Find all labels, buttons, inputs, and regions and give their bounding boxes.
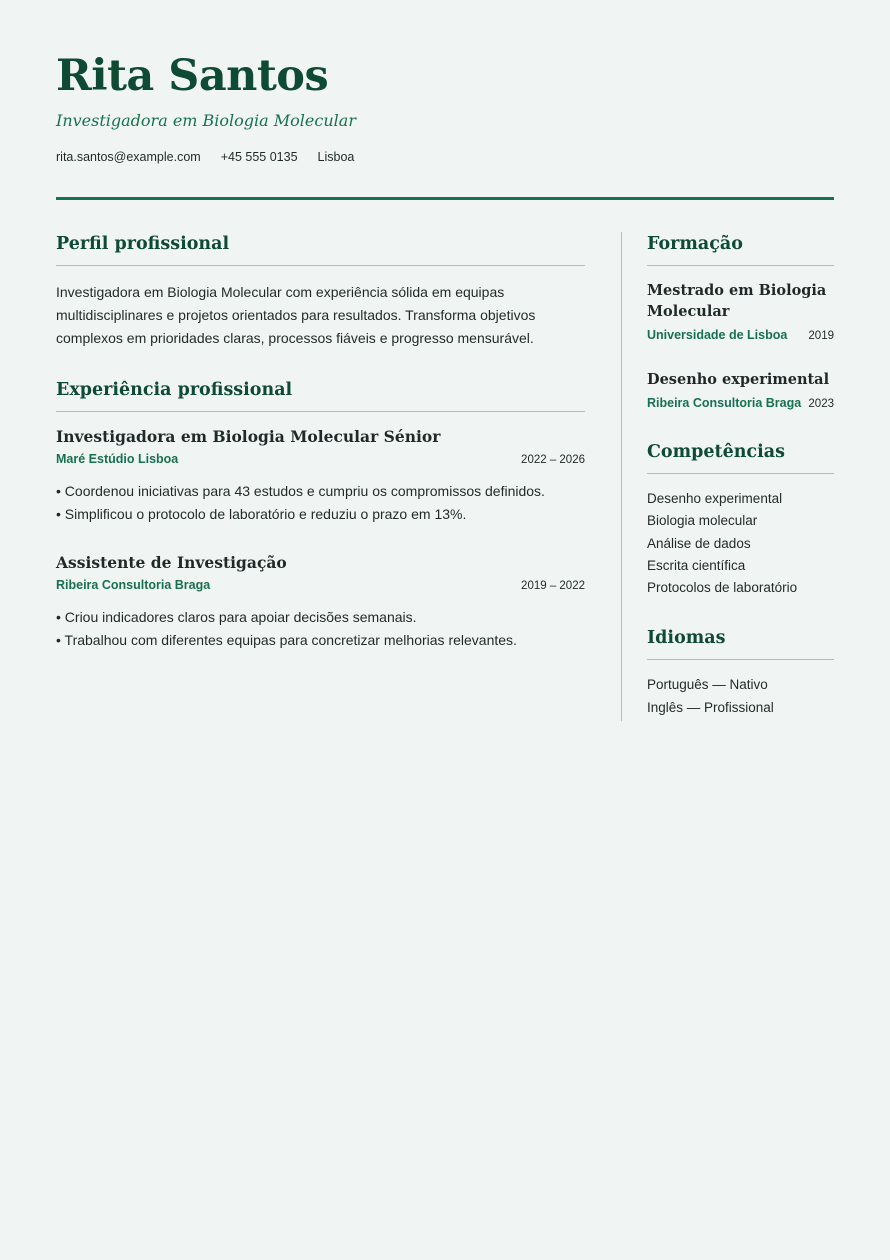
skills-section: [647, 440, 834, 599]
language-item: Português — Nativo: [647, 677, 768, 693]
education-entry: [647, 280, 834, 342]
job-org: Ribeira Consultoria Braga: [56, 578, 211, 592]
job-entry: [56, 553, 585, 652]
job-org: Maré Estúdio Lisboa: [56, 452, 179, 466]
experience-section: [56, 378, 585, 652]
contact-line: [56, 150, 834, 164]
education-meta: [647, 328, 834, 342]
job-dates: 2022 – 2026: [521, 454, 585, 466]
skill-item: Análise de dados: [647, 535, 751, 551]
job-title: Investigadora em Biologia Molecular Sénior: [56, 427, 441, 446]
job-bullets: [56, 480, 585, 526]
education-section: [647, 232, 834, 410]
profile-heading: Perfil profissional: [56, 232, 585, 266]
job-bullet: • Simplificou o protocolo de laboratório e reduziu o prazo em 13%.: [56, 506, 467, 522]
education-org: Ribeira Consultoria Braga: [647, 396, 802, 410]
column-divider: [621, 232, 622, 721]
profile-text: Investigadora em Biologia Molecular com experiência sólida em equipas multidisciplinares e projetos orientados para resultados. Transforma objetivos complexos em prioridades claras, processos fiáveis e progresso mensurável.: [56, 284, 536, 346]
education-org: Universidade de Lisboa: [647, 328, 788, 342]
phone-text: +45 555 0135: [220, 150, 298, 164]
job-bullet: • Coordenou iniciativas para 43 estudos e cumpriu os compromissos definidos.: [56, 483, 545, 499]
job-meta: [56, 578, 585, 592]
education-year: 2019: [808, 330, 834, 342]
experience-heading: Experiência profissional: [56, 378, 585, 412]
education-year: 2023: [808, 398, 834, 410]
education-title: Mestrado em Biologia Molecular: [647, 282, 827, 320]
location-text: Lisboa: [317, 150, 355, 164]
education-heading: Formação: [647, 232, 834, 266]
skill-item: Biologia molecular: [647, 513, 758, 529]
job-bullet: • Criou indicadores claros para apoiar decisões semanais.: [56, 609, 417, 625]
resume-header: [56, 50, 834, 164]
job-title-subtitle: Investigadora em Biologia Molecular: [56, 111, 356, 130]
languages-section: [647, 626, 834, 719]
skill-item: Escrita científica: [647, 557, 746, 573]
sidebar-column: [647, 232, 834, 719]
education-meta: [647, 396, 834, 410]
job-bullets: [56, 606, 585, 652]
education-title: Desenho experimental: [647, 371, 830, 388]
education-entry: [647, 369, 834, 410]
language-item: Inglês — Profissional: [647, 699, 774, 715]
main-column: [56, 232, 585, 652]
profile-section: [56, 232, 585, 350]
email-text: rita.santos@example.com: [56, 150, 201, 164]
skill-item: Protocolos de laboratório: [647, 580, 798, 596]
job-title: Assistente de Investigação: [56, 553, 287, 572]
person-name: Rita Santos: [56, 51, 329, 101]
header-divider: [56, 197, 834, 200]
skill-item: Desenho experimental: [647, 491, 783, 506]
skills-list: [647, 488, 834, 599]
skills-heading: Competências: [647, 440, 834, 474]
languages-list: [647, 674, 834, 719]
languages-heading: Idiomas: [647, 626, 834, 660]
job-meta: [56, 452, 585, 466]
job-bullet: • Trabalhou com diferentes equipas para concretizar melhorias relevantes.: [56, 632, 517, 648]
job-dates: 2019 – 2022: [521, 580, 585, 592]
job-entry: [56, 427, 585, 526]
